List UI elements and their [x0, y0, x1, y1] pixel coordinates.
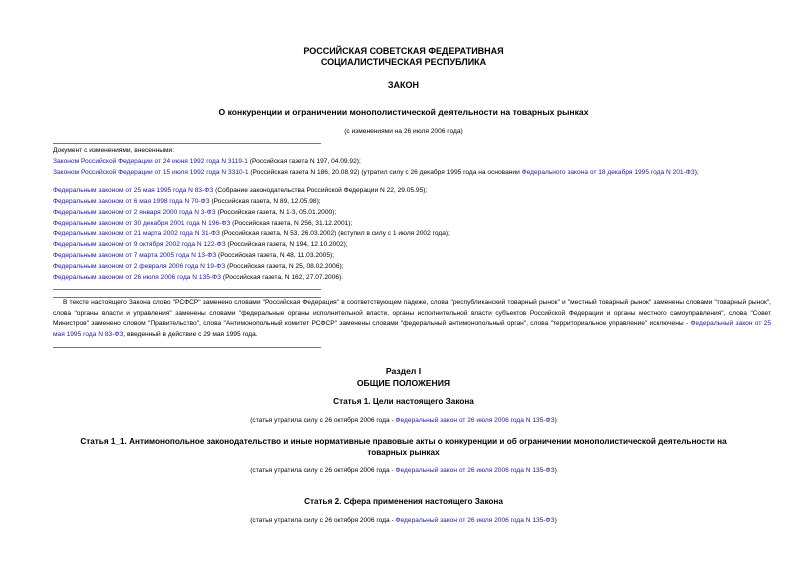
change-link[interactable]: Федеральным законом от 2 января 2000 года N 3-ФЗ: [53, 209, 216, 216]
change-item: [53, 198, 321, 205]
change-text: (Российская газета N 186, 20.08.92) (утратил силу с 26 декабря 1995 года на основании: [248, 169, 522, 176]
divider-top: [53, 143, 321, 144]
article-1-title: Статья 1. Цели настоящего Закона: [333, 397, 474, 406]
change-text: );: [694, 169, 699, 176]
change-item: [53, 252, 334, 259]
status-link[interactable]: Федеральный закон от 26 июля 2006 года N 135-ФЗ: [395, 467, 555, 474]
change-link[interactable]: Федеральным законом от 25 мая 1995 года N 83-ФЗ: [53, 187, 214, 194]
status-link[interactable]: Федеральный закон от 26 июля 2006 года N 135-ФЗ: [395, 517, 555, 524]
article-1-1-title-line-2: товарных рынках: [367, 448, 440, 457]
change-text: (Российская газета N 197, 04.09.92);: [247, 158, 361, 165]
status-text: (статья утратила силу с 26 октября 2006 года -: [250, 467, 396, 474]
header-line-2: СОЦИАЛИСТИЧЕСКАЯ РЕСПУБЛИКА: [320, 57, 487, 67]
article-1-1-title-line-1: Статья 1_1. Антимонопольное законодательство и иные нормативные правовые акты о конкуренции и об ограничении монополистической деятельности на: [80, 437, 727, 446]
change-text: (Российская газета, N 194, 12.10.2002);: [225, 241, 348, 248]
change-text: (Российская газета, N 48, 11.03.2005);: [216, 252, 335, 259]
status-link[interactable]: Федеральный закон от 26 июля 2006 года N 135-ФЗ: [395, 417, 555, 424]
change-text: (Российская газета, N 25, 08.02.2006);: [225, 263, 344, 270]
article-2-status: [0, 517, 807, 525]
change-text: (Собрание законодательства Российской Федерации N 22, 29.05.95);: [213, 187, 428, 194]
change-text: (Российская газета, N 256, 31.12.2001);: [230, 220, 353, 227]
note-paragraph: [53, 298, 771, 340]
change-link[interactable]: Законом Российской Федерации от 24 июня 1992 года N 3119-1: [53, 158, 248, 165]
change-link[interactable]: Федеральным законом от 9 октября 2002 года N 122-ФЗ: [53, 241, 226, 248]
status-close: ): [554, 517, 557, 524]
law-title: О конкуренции и ограничении монополистической деятельности на товарных рынках: [218, 107, 589, 117]
status-close: ): [554, 417, 557, 424]
law-subtitle: (с изменениями на 26 июля 2006 года): [344, 128, 463, 135]
divider-note-bottom: [53, 347, 321, 348]
change-link[interactable]: Федеральным законом от 2 февраля 2006 года N 19-ФЗ: [53, 263, 226, 270]
change-link[interactable]: Федеральным законом от 21 марта 2002 года N 31-ФЗ: [53, 230, 220, 237]
change-item: [53, 220, 352, 227]
law-label: ЗАКОН: [387, 80, 420, 90]
change-link[interactable]: Федеральным законом от 30 декабря 2001 года N 196-ФЗ: [53, 220, 231, 227]
change-text: (Российская газета, N 89, 12.05.98);: [209, 198, 321, 205]
change-text: (Российская газета, N 53, 26.03.2002) (вступил в силу с 1 июля 2002 года);: [219, 230, 450, 237]
change-link[interactable]: Федеральным законом от 26 июля 2006 года N 135-ФЗ: [53, 274, 222, 281]
article-2-title: Статья 2. Сфера применения настоящего Закона: [304, 497, 503, 506]
status-text: (статья утратила силу с 26 октября 2006 года -: [250, 517, 396, 524]
change-item: [53, 209, 336, 216]
status-close: ): [554, 467, 557, 474]
change-text: (Российская газета, N 162, 27.07.2006).: [221, 274, 344, 281]
article-1-status: [0, 417, 807, 425]
section-label: Раздел I: [385, 366, 422, 376]
article-1-1-status: [0, 467, 807, 475]
change-item: [53, 263, 344, 270]
change-item: [53, 187, 427, 194]
header-line-1: РОССИЙСКАЯ СОВЕТСКАЯ ФЕДЕРАТИВНАЯ: [303, 46, 504, 56]
divider-bottom: [53, 289, 321, 290]
change-link[interactable]: Федеральным законом от 6 мая 1998 года N 70-ФЗ: [53, 198, 210, 205]
change-item: [53, 158, 361, 165]
change-item: [53, 241, 348, 248]
change-link[interactable]: Федеральным законом от 7 марта 2005 года N 13-ФЗ: [53, 252, 217, 259]
change-link-secondary[interactable]: Федерального закона от 18 декабря 1995 года N 201-ФЗ: [521, 169, 695, 176]
change-text: (Российская газета, N 1-3, 05.01.2000);: [215, 209, 337, 216]
change-item: [53, 169, 699, 176]
note-text: В тексте настоящего Закона слово "РСФСР" заменено словами "Российская Федерация" в соответствующем падеже, слова "республиканский товарный рынок" и "местный товарный рынок" заменены словами "товарный рынок", слова "органы власти и управления" заменены словами "федеральные органы исполнительной власти, органы исполнительной власти субъектов Российской Федерации и органы местного самоуправления", слова "Совет Министров" заменено словом "Правительство", слова "Антимонопольный комитет РСФСР" заменены словами "федеральный антимонопольный орган", слова "территориальное управление" исключены -: [53, 299, 771, 327]
changes-intro: Документ с изменениями, внесенными:: [53, 147, 175, 154]
change-item: [53, 274, 343, 281]
section-title: ОБЩИЕ ПОЛОЖЕНИЯ: [356, 378, 451, 388]
change-link[interactable]: Законом Российской Федерации от 15 июля 1992 года N 3310-1: [53, 169, 249, 176]
note-tail: , введенный в действие с 29 мая 1995 года.: [123, 330, 258, 338]
change-item: [53, 230, 450, 237]
note-link[interactable]: Федеральный закон от 25 мая 1995 года N 83-ФЗ: [53, 320, 772, 338]
status-text: (статья утратила силу с 26 октября 2006 года -: [250, 417, 396, 424]
